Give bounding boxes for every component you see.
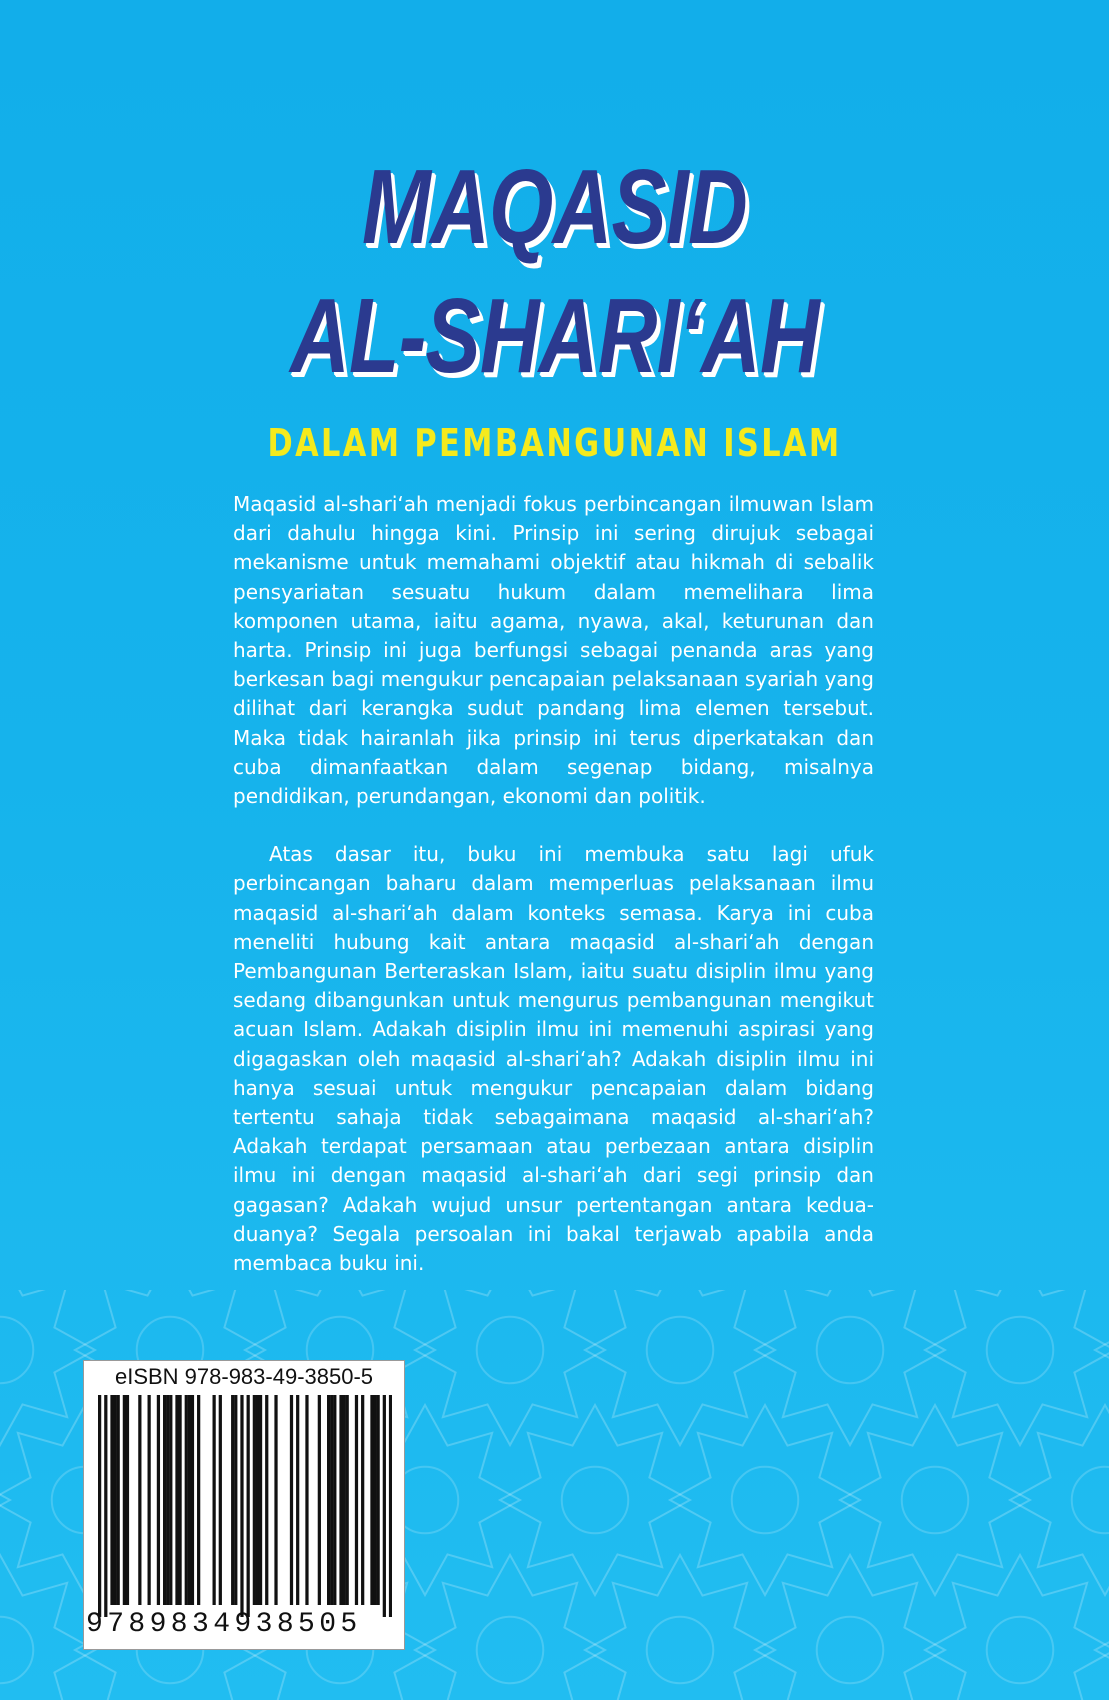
barcode-bar <box>370 1395 373 1605</box>
blurb-paragraph-1: Maqasid al-shari‘ah menjadi fokus perbincangan ilmuwan Islam dari dahulu hingga kini. Prinsip ini sering dirujuk sebagai mekanisme untuk memahami objektif atau hikmah di sebalik pensyariatan sesuatu hukum dalam memelihara lima komponen utama, iaitu agama, nyawa, akal, keturunan dan harta. Prinsip ini juga berfungsi sebagai penanda aras yang berkesan bagi mengukur pencapaian pelaksanaan syariah yang dilihat dari kerangka sudut pandang lima elemen tersebut. Maka tidak hairanlah jika prinsip ini terus diperkatakan dan cuba dimanfaatkan dalam segenap bidang, misalnya pendidikan, perundangan, ekonomi dan politik. <box>233 492 874 809</box>
barcode-bar <box>123 1395 126 1605</box>
pattern-ring <box>647 1317 714 1384</box>
barcode-bar <box>247 1395 250 1617</box>
barcode-bar <box>361 1395 364 1605</box>
pattern-ring <box>0 1317 33 1384</box>
pattern-ring <box>987 1617 1054 1684</box>
barcode-bar <box>342 1395 345 1605</box>
barcode-bar <box>330 1395 333 1605</box>
barcode-bar <box>259 1395 262 1605</box>
pattern-star <box>0 1555 95 1700</box>
pattern-star <box>0 1290 95 1445</box>
barcode-bar <box>219 1395 222 1605</box>
barcode-bar <box>339 1395 342 1605</box>
pattern-ring <box>562 1467 629 1534</box>
pattern-ring <box>902 1467 969 1534</box>
barcode-bar <box>175 1395 178 1605</box>
pattern-ring <box>0 1617 33 1684</box>
pattern-star <box>585 1555 775 1700</box>
pattern-star <box>1010 1405 1109 1595</box>
pattern-ring <box>477 1617 544 1684</box>
barcode-bar <box>138 1395 141 1605</box>
pattern-star <box>755 1555 945 1700</box>
pattern-ring <box>987 1317 1054 1384</box>
barcode-bar <box>126 1395 129 1605</box>
barcode-bar <box>117 1395 120 1605</box>
barcode-bar <box>318 1395 321 1605</box>
barcode-bar <box>305 1395 308 1605</box>
pattern-ring <box>1072 1467 1109 1534</box>
pattern-star <box>1095 1555 1109 1700</box>
isbn-label: eISBN 978-983-49-3850-5 <box>114 1364 374 1389</box>
pattern-star <box>500 1405 690 1595</box>
barcode-bar <box>166 1395 169 1605</box>
barcode-bar <box>373 1395 376 1605</box>
barcode-bar <box>113 1395 116 1605</box>
barcode-bar <box>383 1395 386 1617</box>
barcode-bar <box>110 1395 113 1605</box>
pattern-star <box>670 1405 860 1595</box>
barcode-bar <box>333 1395 336 1605</box>
pattern-ring <box>477 1317 544 1384</box>
barcode-bar <box>188 1395 191 1605</box>
barcode-bar <box>157 1395 160 1605</box>
barcode-bars <box>98 1395 392 1617</box>
pattern-star <box>415 1290 605 1445</box>
title-line-1: MAQASID <box>362 148 747 266</box>
barcode-bar <box>274 1395 277 1605</box>
blurb-text <box>233 490 874 1278</box>
barcode-bar <box>197 1395 200 1605</box>
pattern-star <box>585 1290 775 1445</box>
title-line-2: AL-SHARI‘AH <box>290 277 819 395</box>
barcode-bar <box>231 1395 234 1605</box>
pattern-star <box>1095 1290 1109 1445</box>
blurb-paragraph-2: Atas dasar itu, buku ini membuka satu lagi ufuk perbincangan baharu dalam memperluas pelaksanaan ilmu maqasid al-shari‘ah dalam konteks semasa. Karya ini cuba meneliti hubung kait antara maqasid al-shari‘ah dengan Pembangunan Berteraskan Islam, iaitu suatu disiplin ilmu yang sedang dibangunkan untuk mengurus pembangunan mengikut acuan Islam. Adakah disiplin ilmu ini memenuhi aspirasi yang digagaskan oleh maqasid al-shari‘ah? Adakah disiplin ilmu ini hanya sesuai untuk mengukur pencapaian dalam bidang tertentu sahaja tidak sebagaimana maqasid al-shari‘ah? Adakah terdapat persamaan atau perbezaan antara disiplin ilmu ini dengan maqasid al-shari‘ah dari segi prinsip dan gagasan? Adakah wujud unsur pertentangan antara kedua-duanya? Segala persoalan ini bakal terjawab apabila anda membaca buku ini. <box>233 842 874 1276</box>
barcode-bar <box>377 1395 380 1605</box>
barcode-bar <box>265 1395 268 1605</box>
barcode-bar <box>213 1395 216 1605</box>
barcode-bar <box>389 1395 392 1617</box>
barcode-bar <box>327 1395 330 1605</box>
barcode-bar <box>104 1395 107 1617</box>
pattern-star <box>415 1555 605 1700</box>
pattern-ring <box>647 1617 714 1684</box>
barcode-bar <box>185 1395 188 1605</box>
barcode-bar <box>148 1395 151 1605</box>
barcode-bar <box>290 1395 293 1605</box>
barcode-bar <box>169 1395 172 1605</box>
barcode-bar <box>98 1395 101 1617</box>
barcode-bar <box>191 1395 194 1605</box>
pattern-ring <box>732 1467 799 1534</box>
pattern-ring <box>817 1317 884 1384</box>
isbn-digits: 9789834938505 <box>86 1609 362 1640</box>
pattern-star <box>925 1290 1109 1445</box>
pattern-star <box>840 1405 1030 1595</box>
barcode-bar <box>253 1395 256 1605</box>
pattern-star <box>755 1290 945 1445</box>
pattern-star <box>0 1405 10 1595</box>
barcode-bar <box>240 1395 243 1617</box>
barcode-bar <box>163 1395 166 1605</box>
pattern-ring <box>817 1617 884 1684</box>
barcode-bar <box>178 1395 181 1605</box>
barcode-bar <box>346 1395 349 1605</box>
barcode-bar <box>234 1395 237 1605</box>
subtitle: DALAM PEMBANGUNAN ISLAM <box>267 421 842 465</box>
barcode-bar <box>355 1395 358 1605</box>
barcode-panel <box>83 1360 405 1650</box>
pattern-star <box>925 1555 1109 1700</box>
barcode-bar <box>256 1395 259 1605</box>
barcode-bar <box>296 1395 299 1605</box>
